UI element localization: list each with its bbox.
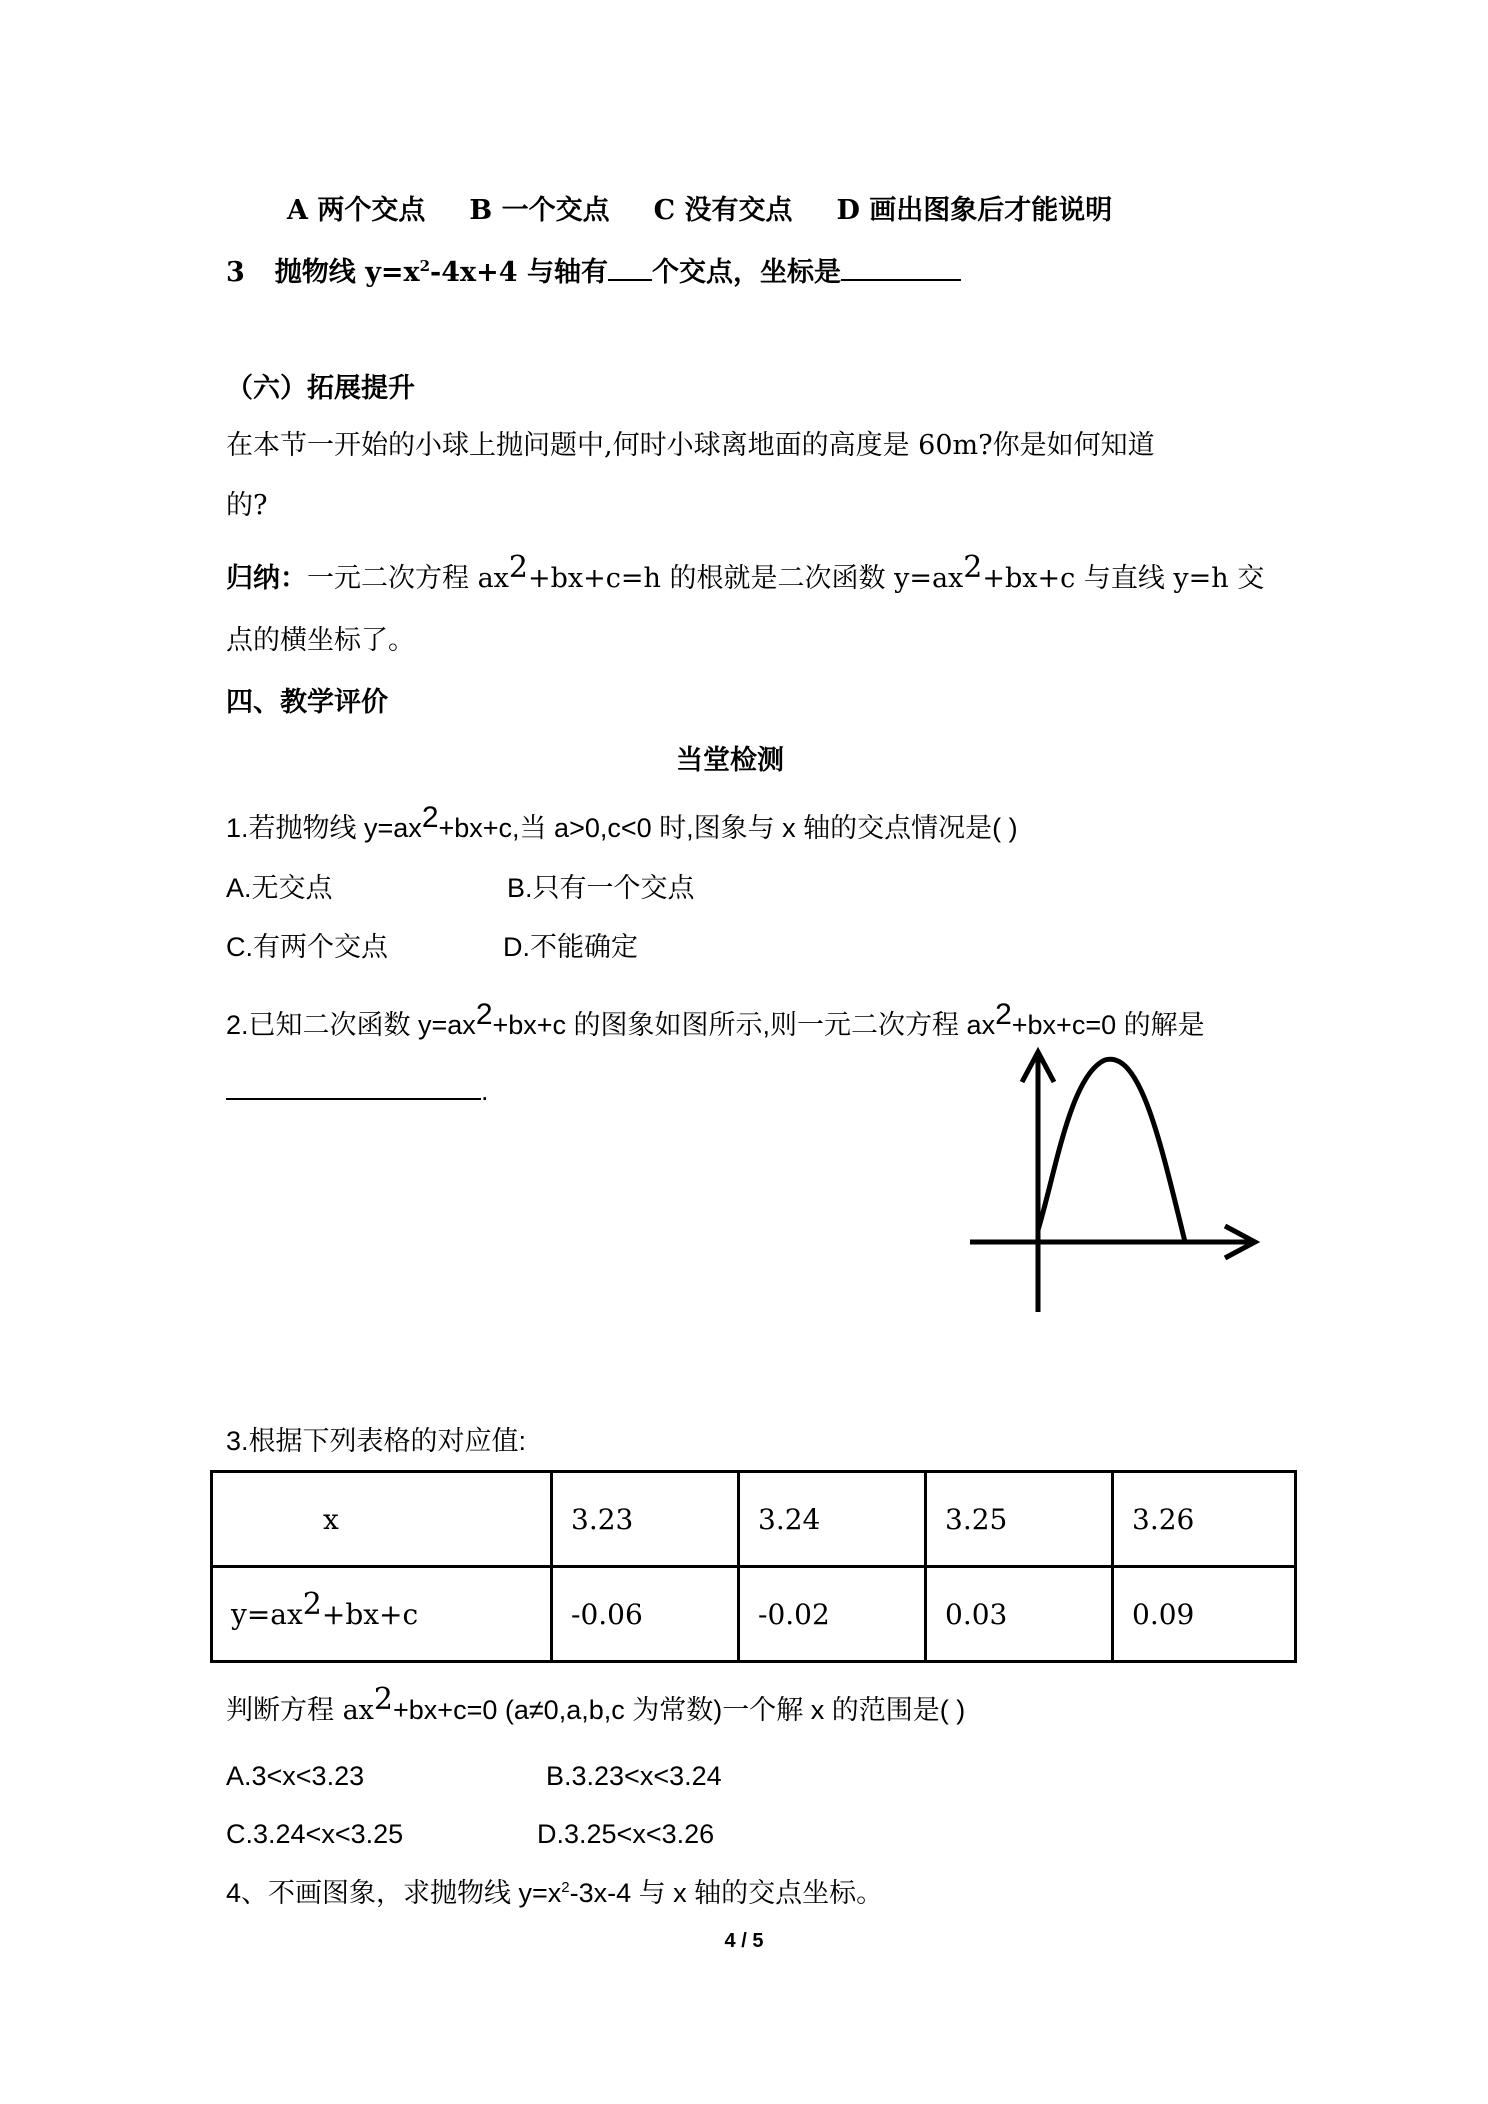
option-c: C.有两个交点: [226, 932, 388, 962]
option-a: A.无交点: [226, 873, 333, 903]
page-number: 4 / 5: [724, 1930, 764, 1952]
question-4: 4、不画图象，求抛物线 $y=x^2-3x-4$ 与 x 轴的交点坐标。: [226, 1878, 884, 1908]
parabola-curve: [1038, 1059, 1185, 1242]
table-row: [212, 1472, 1296, 1567]
summary: 点的横坐标了。: [226, 625, 415, 656]
subheading: 当堂检测: [676, 745, 784, 776]
table-cell: 3.24: [739, 1472, 926, 1567]
option-d: D.不能确定: [503, 932, 638, 962]
answer-blank: [841, 253, 961, 281]
option-a: A.3<x<3.23: [226, 1761, 365, 1791]
parabola-figure: [970, 1040, 1270, 1330]
table-cell: 3.23: [552, 1472, 739, 1567]
table-cell: -0.02: [739, 1567, 926, 1662]
section-heading: （六）拓展提升: [226, 373, 415, 404]
table-cell: 3.25: [926, 1472, 1113, 1567]
table-cell: -0.06: [552, 1567, 739, 1662]
section-heading: 四、教学评价: [226, 687, 388, 718]
table-row: [212, 1567, 1296, 1662]
option-b: B 一个交点: [469, 195, 610, 226]
option-d: D.3.25<x<3.26: [537, 1819, 715, 1849]
option-c: C.3.24<x<3.25: [226, 1819, 404, 1849]
paragraph: 的?: [226, 490, 268, 521]
table-cell: x: [212, 1472, 552, 1567]
values-table: [210, 1470, 1297, 1663]
option-a: A 两个交点: [287, 195, 426, 226]
answer-blank: [226, 1072, 481, 1100]
question-number: 3: [226, 257, 245, 288]
option-c: C 没有交点: [653, 195, 793, 226]
prev-question-options: [287, 193, 1112, 229]
answer-blank: [608, 253, 652, 281]
summary: 归纳：一元二次方程 ax2+bx+c=h 的根就是二次函数 y=ax2+bx+c 与直线 y=h 交: [226, 550, 1265, 594]
option-b: B.3.23<x<3.24: [546, 1761, 722, 1791]
table-cell: 0.03: [926, 1567, 1113, 1662]
question-2: 2.已知二次函数 y=ax2+bx+c 的图象如图所示,则一元二次方程 ax2+bx+c=0 的解是: [226, 998, 1205, 1040]
option-b: B.只有一个交点: [507, 873, 695, 903]
prev-question-3: 3 抛物线 $y=x^2-4x+4$ 与轴有 个交点，坐标是: [226, 253, 961, 291]
summary-label: 归纳：: [226, 563, 307, 594]
question-3-judge: 判断方程 ax2+bx+c=0 (a≠0,a,b,c 为常数)一个解 x 的范围是( ): [226, 1682, 966, 1726]
option-d: D 画出图象后才能说明: [836, 195, 1113, 226]
answer-line: .: [226, 1072, 489, 1109]
table-cell: 0.09: [1113, 1567, 1296, 1662]
table-cell: 3.26: [1113, 1472, 1296, 1567]
question-3: 3.根据下列表格的对应值:: [226, 1426, 527, 1456]
paragraph: 在本节一开始的小球上抛问题中,何时小球离地面的高度是 60m?你是如何知道: [226, 430, 1155, 461]
question-1: 1.若抛物线 y=ax2+bx+c,当 a>0,c<0 时,图象与 x 轴的交点情况是( ): [226, 801, 1018, 843]
table-cell: y=ax2+bx+c: [212, 1567, 552, 1662]
